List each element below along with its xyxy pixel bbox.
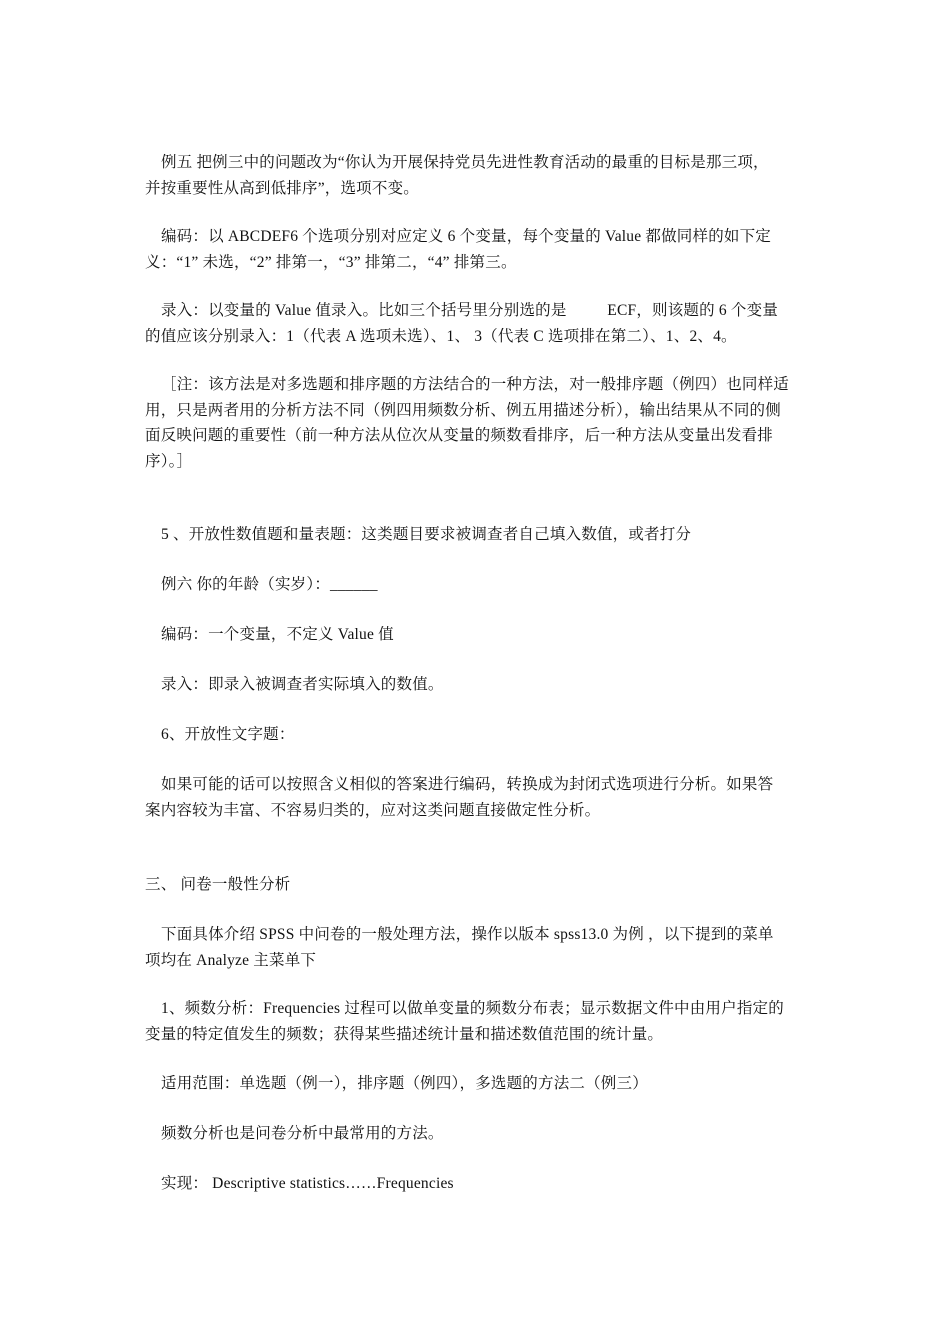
entry6-paragraph <box>145 672 813 698</box>
text-line: 序）。］ <box>145 452 193 470</box>
text-line: 三、 问卷一般性分析 <box>145 876 291 893</box>
text-line: 频数分析也是问卷分析中最常用的方法。 <box>161 1125 444 1142</box>
text-line: 适用范围：单选题（例一），排序题（例四），多选题的方法二（例三） <box>161 1075 648 1092</box>
text-line: 1、频数分析：Frequencies 过程可以做单变量的频数分布表；显示数据文件中由用户指定的 <box>161 1000 784 1017</box>
example6-paragraph <box>145 572 813 598</box>
text-line: 用，只是两者用的分析方法不同（例四用频数分析、例五用描述分析），输出结果从不同的侧 <box>145 401 781 419</box>
coding-paragraph <box>145 224 813 275</box>
text-line: 面反映问题的重要性（前一种方法从位次从变量的频数看排序，后一种方法从变量出发看排 <box>145 427 774 444</box>
frequency-scope <box>145 1071 813 1097</box>
text-line: 编码：以 ABCDEF6 个选项分别对应定义 6 个变量，每个变量的 Value 都做同样的如下定 <box>161 228 771 245</box>
text-line: 例六 你的年龄（实岁）：______ <box>161 576 378 593</box>
note-paragraph <box>145 372 813 474</box>
text-line: 的值应该分别录入：1（代表 A 选项未选）、1、 3（代表 C 选项排在第二）、1、2、4。 <box>145 327 737 345</box>
frequency-definition <box>145 996 813 1047</box>
text-line: 例五 把例三中的问题改为“你认为开展保持党员先进性教育活动的最重的目标是那三项， <box>161 154 769 171</box>
text-line: 实现： Descriptive statistics……Frequencies <box>161 1175 454 1192</box>
text-line: 并按重要性从高到低排序”，选项不变。 <box>145 179 419 197</box>
text-line: 下面具体介绍 SPSS 中问卷的一般处理方法，操作以版本 spss13.0 为例 ，以下提到的菜单 <box>161 926 774 943</box>
text-line: 义：“1” 未选，“2” 排第一，“3” 排第二，“4” 排第三。 <box>145 253 517 271</box>
text-line: 6、开放性文字题： <box>161 726 295 743</box>
text-line: 如果可能的话可以按照含义相似的答案进行编码，转换成为封闭式选项进行分析。如果答 <box>161 776 774 793</box>
entry-paragraph <box>145 298 813 349</box>
example5-paragraph <box>145 150 813 201</box>
text-line: 变量的特定值发生的频数；获得某些描述统计量和描述数值范围的统计量。 <box>145 1025 664 1043</box>
text-line: ［注：该方法是对多选题和排序题的方法结合的一种方法，对一般排序题（例四）也同样适 <box>161 376 790 393</box>
coding6-paragraph <box>145 622 813 648</box>
section6-heading <box>145 722 813 748</box>
text-line: 项均在 Analyze 主菜单下 <box>145 951 317 969</box>
frequency-implementation <box>145 1171 813 1197</box>
intro-paragraph <box>145 922 813 973</box>
chapter3-heading <box>145 872 813 898</box>
frequency-common <box>145 1121 813 1147</box>
text-line: 编码：一个变量，不定义 Value 值 <box>161 626 394 643</box>
text-line: 录入：即录入被调查者实际填入的数值。 <box>161 676 444 693</box>
text-line: 案内容较为丰富、不容易归类的，应对这类问题直接做定性分析。 <box>145 801 601 819</box>
text-line: 录入：以变量的 Value 值录入。比如三个括号里分别选的是 ECF，则该题的 6 个变量 <box>161 302 779 319</box>
text-line: 5 、开放性数值题和量表题：这类题目要求被调查者自己填入数值，或者打分 <box>161 526 692 543</box>
section5-heading <box>145 522 813 548</box>
section6-body <box>145 772 813 823</box>
